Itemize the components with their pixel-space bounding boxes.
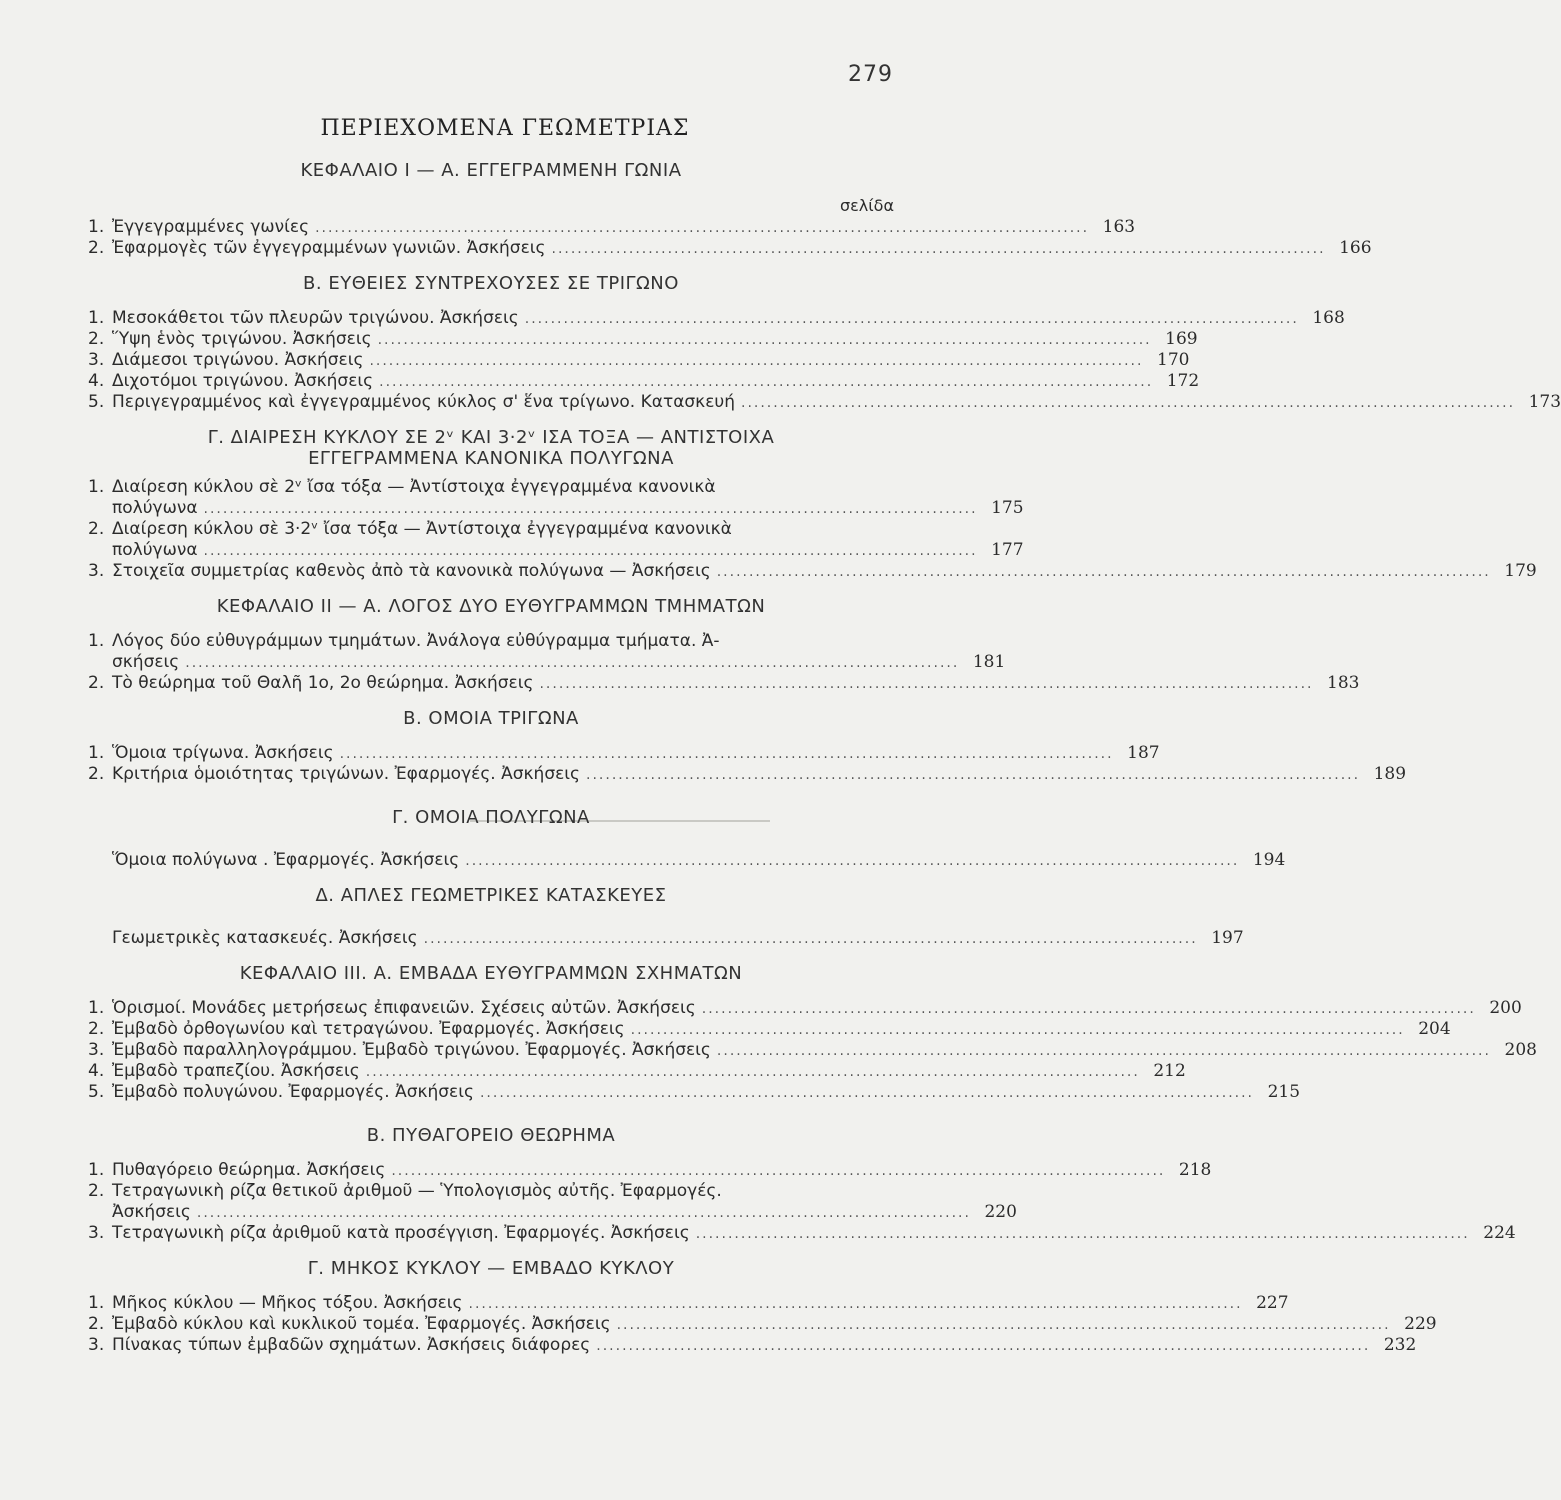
entry-title: Ἐμβαδὸ κύκλου καὶ κυκλικοῦ τομέα. Ἐφαρμογές. Ἀσκήσεις bbox=[112, 1314, 611, 1334]
entry-page: 168 bbox=[1312, 308, 1345, 328]
entry-page: 166 bbox=[1339, 238, 1372, 258]
section-heading: Β. ΕΥΘΕΙΕΣ ΣΥΝΤΡΕΧΟΥΣΕΣ ΣΕ ΤΡΙΓΩΝΟ bbox=[303, 273, 679, 294]
entry-title: Πυθαγόρειο θεώρημα. Ἀσκήσεις bbox=[112, 1160, 386, 1180]
toc-entry[interactable] bbox=[88, 850, 1286, 871]
entry-number: 1. bbox=[88, 1293, 105, 1313]
toc-entry[interactable] bbox=[88, 217, 1136, 238]
leader-dots: ........................................................................................................................ bbox=[741, 395, 1516, 411]
leader-dots: ........................................................................................................................ bbox=[539, 676, 1314, 692]
entry-page: 212 bbox=[1153, 1061, 1186, 1081]
toc-entry-cont[interactable] bbox=[88, 540, 1024, 561]
leader-dots: ........................................................................................................................ bbox=[630, 1022, 1405, 1038]
toc-entry[interactable] bbox=[88, 350, 1190, 371]
entry-title: Ἐμβαδὸ ὀρθογωνίου καὶ τετραγώνου. Ἐφαρμογές. Ἀσκήσεις bbox=[112, 1019, 625, 1039]
leader-dots: ........................................................................................................................ bbox=[369, 353, 1144, 369]
toc-entry[interactable] bbox=[88, 1040, 1537, 1061]
leader-dots: ........................................................................................................................ bbox=[365, 1064, 1140, 1080]
entry-title-cont: πολύγωνα bbox=[112, 540, 198, 560]
entry-title: Περιγεγραμμένος καὶ ἐγγεγραμμένος κύκλος σ' ἕνα τρίγωνο. Κατασκευή bbox=[112, 392, 735, 412]
toc-entry[interactable] bbox=[88, 743, 1160, 764]
chapter-1-heading: ΚΕΦΑΛΑΙΟ Ι — Α. ΕΓΓΕΓΡΑΜΜΕΝΗ ΓΩΝΙΑ bbox=[300, 160, 682, 181]
leader-dots: ........................................................................................................................ bbox=[339, 746, 1114, 762]
entry-number: 2. bbox=[88, 238, 105, 258]
entry-number: 1. bbox=[88, 1160, 105, 1180]
entry-number: 3. bbox=[88, 350, 105, 370]
toc-entry[interactable] bbox=[88, 477, 894, 498]
entry-page: 181 bbox=[972, 652, 1006, 672]
leader-dots: ........................................................................................................................ bbox=[185, 655, 960, 671]
entry-page: 173 bbox=[1528, 392, 1561, 412]
entry-page: 200 bbox=[1489, 998, 1522, 1018]
entry-title: Μεσοκάθετοι τῶν πλευρῶν τριγώνου. Ἀσκήσεις bbox=[112, 308, 519, 328]
entry-number: 2. bbox=[88, 329, 105, 349]
entry-page: 170 bbox=[1157, 350, 1190, 370]
toc-entry[interactable] bbox=[88, 1293, 1289, 1314]
entry-page: 232 bbox=[1383, 1335, 1417, 1355]
page-title: ΠΕΡΙΕΧΟΜΕΝΑ ΓΕΩΜΕΤΡΙΑΣ bbox=[320, 116, 690, 141]
leader-dots: ........................................................................................................................ bbox=[524, 311, 1299, 327]
page-number: 279 bbox=[848, 62, 893, 87]
entry-number: 3. bbox=[88, 1040, 105, 1060]
entry-page: 218 bbox=[1178, 1160, 1212, 1180]
entry-title: Ἐμβαδὸ τραπεζίου. Ἀσκήσεις bbox=[112, 1061, 360, 1081]
entry-title: Ὅμοια τρίγωνα. Ἀσκήσεις bbox=[112, 743, 334, 763]
toc-entry[interactable] bbox=[88, 1019, 1451, 1040]
entry-number: 2. bbox=[88, 519, 105, 539]
toc-entry[interactable] bbox=[88, 329, 1198, 350]
toc-entry[interactable] bbox=[88, 561, 1537, 582]
leader-dots: ........................................................................................................................ bbox=[391, 1163, 1166, 1179]
leader-dots: ........................................................................................................................ bbox=[701, 1001, 1476, 1017]
toc-entry[interactable] bbox=[88, 928, 1244, 949]
entry-number: 1. bbox=[88, 217, 105, 237]
toc-entry-cont[interactable] bbox=[88, 652, 1006, 673]
entry-page: 163 bbox=[1102, 217, 1136, 237]
entry-number: 4. bbox=[88, 371, 105, 391]
entry-title: Διαίρεση κύκλου σὲ 3·2ᵛ ἴσα τόξα — Ἀντίστοιχα ἐγγεγραμμένα κανονικὰ bbox=[112, 519, 732, 539]
entry-number: 1. bbox=[88, 998, 105, 1018]
leader-dots: ........................................................................................................................ bbox=[551, 241, 1326, 257]
toc-entry[interactable] bbox=[88, 1160, 1212, 1181]
section-heading: Β. ΟΜΟΙΑ ΤΡΙΓΩΝΑ bbox=[403, 708, 579, 729]
entry-title: Κριτήρια ὁμοιότητας τριγώνων. Ἐφαρμογές. Ἀσκήσεις bbox=[112, 764, 581, 784]
entry-title: Διάμεσοι τριγώνου. Ἀσκήσεις bbox=[112, 350, 364, 370]
leader-dots: ........................................................................................................................ bbox=[716, 564, 1491, 580]
entry-page: 183 bbox=[1327, 673, 1360, 693]
toc-entry[interactable] bbox=[88, 308, 1345, 329]
leader-dots: ........................................................................................................................ bbox=[423, 931, 1198, 947]
section-heading: Γ. ΔΙΑΙΡΕΣΗ ΚΥΚΛΟΥ ΣΕ 2ᵛ ΚΑΙ 3·2ᵛ ΙΣΑ ΤΟΞΑ — ΑΝΤΙΣΤΟΙΧΑ bbox=[207, 427, 775, 448]
toc-entry[interactable] bbox=[88, 631, 894, 652]
leader-dots: ........................................................................................................................ bbox=[203, 543, 978, 559]
leader-dots: ........................................................................................................................ bbox=[695, 1226, 1470, 1242]
entry-number: 1. bbox=[88, 477, 105, 497]
leader-dots: ........................................................................................................................ bbox=[716, 1043, 1491, 1059]
leader-dots: ........................................................................................................................ bbox=[479, 1085, 1255, 1101]
entry-title: Ἐγγεγραμμένες γωνίες bbox=[112, 217, 310, 237]
entry-number: 2. bbox=[88, 1181, 105, 1201]
section-heading: Β. ΠΥΘΑΓΟΡΕΙΟ ΘΕΩΡΗΜΑ bbox=[366, 1125, 616, 1146]
section-heading: Γ. ΜΗΚΟΣ ΚΥΚΛΟΥ — ΕΜΒΑΔΟ ΚΥΚΛΟΥ bbox=[307, 1258, 675, 1279]
entry-page: 220 bbox=[984, 1202, 1017, 1222]
toc-entry[interactable] bbox=[88, 238, 1372, 259]
entry-page: 197 bbox=[1211, 928, 1244, 948]
entry-number: 3. bbox=[88, 561, 105, 581]
section-heading: Γ. ΟΜΟΙΑ ΠΟΛΥΓΩΝΑ bbox=[392, 807, 590, 828]
toc-entry-cont[interactable] bbox=[88, 1202, 1017, 1223]
entry-number: 1. bbox=[88, 631, 105, 651]
toc-entry[interactable] bbox=[88, 1181, 894, 1202]
entry-title: Πίνακας τύπων ἐμβαδῶν σχημάτων. Ἀσκήσεις διάφορες bbox=[112, 1335, 591, 1355]
entry-page: 175 bbox=[991, 498, 1024, 518]
entry-title: Ὁρισμοί. Μονάδες μετρήσεως ἐπιφανειῶν. Σχέσεις αὐτῶν. Ἀσκήσεις bbox=[112, 998, 696, 1018]
entry-number: 4. bbox=[88, 1061, 105, 1081]
section-heading-cont: ΕΓΓΕΓΡΑΜΜΕΝΑ ΚΑΝΟΝΙΚΑ ΠΟΛΥΓΩΝΑ bbox=[308, 448, 674, 469]
entry-page: 177 bbox=[991, 540, 1024, 560]
entry-number: 2. bbox=[88, 1019, 105, 1039]
leader-dots: ........................................................................................................................ bbox=[468, 1296, 1243, 1312]
entry-title: Τετραγωνικὴ ρίζα ἀριθμοῦ κατὰ προσέγγιση. Ἐφαρμογές. Ἀσκήσεις bbox=[112, 1223, 690, 1243]
toc-entry[interactable] bbox=[88, 519, 894, 540]
entry-title-cont: σκήσεις bbox=[112, 652, 180, 672]
page-column-label: σελίδα bbox=[839, 196, 894, 215]
entry-page: 224 bbox=[1483, 1223, 1516, 1243]
toc-entry[interactable] bbox=[88, 1223, 1516, 1244]
entry-title-cont: πολύγωνα bbox=[112, 498, 198, 518]
toc-entry[interactable] bbox=[88, 371, 1200, 392]
entry-number: 2. bbox=[88, 673, 105, 693]
toc-entry[interactable] bbox=[88, 998, 1522, 1019]
entry-number: 2. bbox=[88, 764, 105, 784]
leader-dots: ........................................................................................................................ bbox=[596, 1338, 1371, 1354]
entry-title: Τὸ θεώρημα τοῦ Θαλῆ 1ο, 2ο θεώρημα. Ἀσκήσεις bbox=[112, 673, 534, 693]
toc-entry[interactable] bbox=[88, 1335, 1417, 1356]
leader-dots: ........................................................................................................................ bbox=[379, 374, 1154, 390]
leader-dots: ........................................................................................................................ bbox=[465, 853, 1240, 869]
entry-number: 5. bbox=[88, 392, 105, 412]
entry-title: Τετραγωνικὴ ρίζα θετικοῦ ἀριθμοῦ — Ὑπολογισμὸς αὐτῆς. Ἐφαρμογές. bbox=[112, 1181, 722, 1201]
entry-title: Μῆκος κύκλου — Μῆκος τόξου. Ἀσκήσεις bbox=[112, 1293, 463, 1313]
entry-page: 194 bbox=[1252, 850, 1286, 870]
leader-dots: ........................................................................................................................ bbox=[586, 767, 1361, 783]
entry-number: 2. bbox=[88, 1314, 105, 1334]
entry-page: 187 bbox=[1127, 743, 1160, 763]
entry-title: Γεωμετρικὲς κατασκευές. Ἀσκήσεις bbox=[112, 928, 418, 948]
entry-number: 5. bbox=[88, 1082, 105, 1102]
toc-entry[interactable] bbox=[88, 1082, 1301, 1103]
toc-entry[interactable] bbox=[88, 392, 1561, 413]
entry-title: Διχοτόμοι τριγώνου. Ἀσκήσεις bbox=[112, 371, 374, 391]
entry-page: 179 bbox=[1504, 561, 1537, 581]
leader-dots: ........................................................................................................................ bbox=[616, 1317, 1391, 1333]
entry-title: Ὅμοια πολύγωνα . Ἐφαρμογές. Ἀσκήσεις bbox=[112, 850, 460, 870]
entry-title: Ἐμβαδὸ πολυγώνου. Ἐφαρμογές. Ἀσκήσεις bbox=[112, 1082, 474, 1102]
toc-entry[interactable] bbox=[88, 764, 1407, 785]
table-of-contents bbox=[88, 160, 1561, 1356]
entry-page: 189 bbox=[1373, 764, 1407, 784]
toc-entry[interactable] bbox=[88, 673, 1360, 694]
leader-dots: ........................................................................................................................ bbox=[196, 1205, 971, 1221]
entry-page: 229 bbox=[1404, 1314, 1437, 1334]
chapter-2-heading: ΚΕΦΑΛΑΙΟ ΙΙ — Α. ΛΟΓΟΣ ΔΥΟ ΕΥΘΥΓΡΑΜΜΩΝ ΤΜΗΜΑΤΩΝ bbox=[216, 596, 766, 617]
entry-title: Λόγος δύο εὐθυγράμμων τμημάτων. Ἀνάλογα εὐθύγραμμα τμήματα. Ἀ- bbox=[112, 631, 720, 651]
section-heading: Δ. ΑΠΛΕΣ ΓΕΩΜΕΤΡΙΚΕΣ ΚΑΤΑΣΚΕΥΕΣ bbox=[315, 885, 667, 906]
entry-title: Ὕψη ἑνὸς τριγώνου. Ἀσκήσεις bbox=[112, 329, 372, 349]
entry-number: 3. bbox=[88, 1335, 105, 1355]
entry-title: Ἐμβαδὸ παραλληλογράμμου. Ἐμβαδὸ τριγώνου. Ἐφαρμογές. Ἀσκήσεις bbox=[112, 1040, 711, 1060]
entry-page: 215 bbox=[1267, 1082, 1301, 1102]
toc-entry-cont[interactable] bbox=[88, 498, 1024, 519]
toc-entry[interactable] bbox=[88, 1061, 1186, 1082]
entry-page: 208 bbox=[1504, 1040, 1537, 1060]
entry-page: 204 bbox=[1418, 1019, 1451, 1039]
entry-page: 227 bbox=[1256, 1293, 1289, 1313]
entry-number: 1. bbox=[88, 308, 105, 328]
toc-entry[interactable] bbox=[88, 1314, 1437, 1335]
leader-dots: ........................................................................................................................ bbox=[377, 332, 1152, 348]
leader-dots: ........................................................................................................................ bbox=[203, 501, 978, 517]
entry-page: 169 bbox=[1165, 329, 1198, 349]
entry-title: Ἐφαρμογὲς τῶν ἐγγεγραμμένων γωνιῶν. Ἀσκήσεις bbox=[112, 238, 546, 258]
entry-number: 1. bbox=[88, 743, 105, 763]
entry-title-cont: Ἀσκήσεις bbox=[112, 1202, 191, 1222]
entry-title: Διαίρεση κύκλου σὲ 2ᵛ ἴσα τόξα — Ἀντίστοιχα ἐγγεγραμμένα κανονικὰ bbox=[112, 477, 716, 497]
entry-title: Στοιχεῖα συμμετρίας καθενὸς ἀπὸ τὰ κανονικὰ πολύγωνα — Ἀσκήσεις bbox=[112, 561, 711, 581]
chapter-3-heading: ΚΕΦΑΛΑΙΟ ΙΙΙ. Α. ΕΜΒΑΔΑ ΕΥΘΥΓΡΑΜΜΩΝ ΣΧΗΜΑΤΩΝ bbox=[239, 963, 743, 984]
entry-number: 3. bbox=[88, 1223, 105, 1243]
leader-dots: ........................................................................................................................ bbox=[315, 220, 1090, 236]
entry-page: 172 bbox=[1166, 371, 1200, 391]
